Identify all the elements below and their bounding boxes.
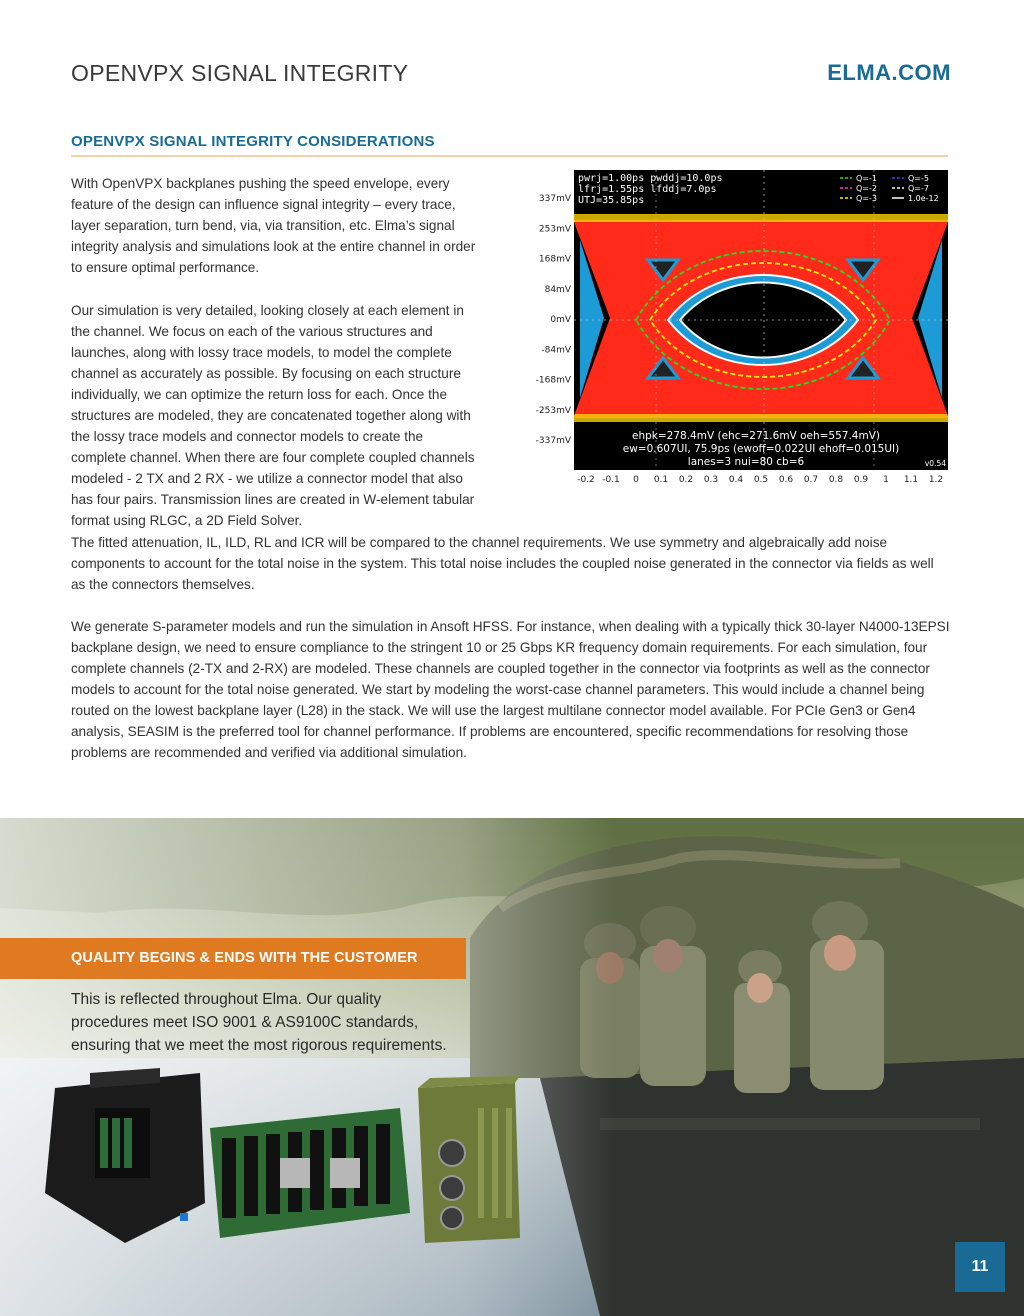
- x-tick-label: 0.7: [803, 475, 819, 485]
- x-tick-label: 1: [883, 475, 889, 485]
- y-tick-label: -337mV: [535, 436, 571, 446]
- y-tick-label: 0mV: [550, 315, 571, 325]
- svg-text:Q=-5: Q=-5: [908, 174, 929, 183]
- x-tick-label: 0: [633, 475, 639, 485]
- x-tick-label: 0.3: [703, 475, 719, 485]
- quality-text: This is reflected throughout Elma. Our quality procedures meet ISO 9001 & AS9100C standards, ensuring that we meet the most rigorous requirements.: [71, 991, 447, 1054]
- section-divider: [71, 155, 948, 157]
- paragraph-simulation: Our simulation is very detailed, looking closely at each element in the channel. We focus on each of the various structures and launches, along with lossy trace models, to model the complete channel as accurately as possible. By focusing on each structure individually, we can optimize the return loss for each. Once the structures are modeled, they are concatenated together along with the lossy trace models and connector models to create the complete channel. When there are four complete coupled channels modeled - 2 TX and 2 RX - we utilize a connector model that also has four pairs. Transmission lines are created in W-element tabular format using RLGC, a 2D Field Solver.: [71, 303, 475, 528]
- y-tick-label: 168mV: [538, 254, 571, 265]
- x-tick-label: 0.8: [828, 475, 844, 485]
- y-tick-label: -84mV: [541, 345, 571, 356]
- paragraph-sparameters: We generate S-parameter models and run the simulation in Ansoft HFSS. For instance, when dealing with a typically thick 30-layer N4000-13EPSI backplane design, we need to ensure compliance to the stringent 10 or 25 Gbps KR frequency domain requirements. For each simulation, four complete channels (2-TX and 2-RX) are modeled. These channels are coupled together in the connector via footprints as well as the connector models to account for the total noise generated. We start by modeling the worst-case channel parameters. This would include a channel being routed on the lowest backplane layer (L28) in the stack. We will use the largest multilane connector model available. For PCIe Gen3 or Gen4 analysis, SEASIM is the preferred tool for channel performance. If problems are encountered, specific recommendations for resolving those problems are recommended and verified via additional simulation.: [71, 619, 950, 760]
- info-top-3: UTJ=35.85ps: [578, 195, 645, 206]
- page-number: 11: [955, 1242, 1005, 1292]
- x-tick-label: -0.1: [602, 475, 620, 485]
- info-top-1: pwrj=1.00ps pwddj=10.0ps: [578, 173, 723, 184]
- x-tick-label: 1.2: [928, 475, 944, 485]
- info-bottom-2: ew=0.607UI, 75.9ps (ewoff=0.022UI ehoff=0.015UI): [622, 443, 900, 455]
- version-label: v0.54: [924, 459, 946, 468]
- x-tick-label: 0.9: [853, 475, 869, 485]
- soldiers-boat-photo: [0, 818, 1024, 1316]
- section-heading: OPENVPX SIGNAL INTEGRITY CONSIDERATIONS: [71, 133, 435, 150]
- x-tick-label: 1.1: [903, 475, 919, 485]
- y-tick-label: -253mV: [535, 405, 571, 416]
- rugged-box-product: [418, 1076, 520, 1243]
- x-tick-label: 0.1: [653, 475, 669, 485]
- x-tick-label: 0.4: [728, 475, 744, 485]
- eye-diagram-figure: [518, 168, 958, 490]
- paragraph-noise: The fitted attenuation, IL, ILD, RL and ICR will be compared to the channel requirements. We use symmetry and algebraically add noise components to account for the total noise in the system. This total noise includes the coupled noise generated in the connector via fields as well as the connectors themselves.: [71, 535, 934, 592]
- x-tick-label: 0.5: [753, 475, 769, 485]
- y-tick-label: -168mV: [535, 375, 571, 386]
- page-header-title: OPENVPX SIGNAL INTEGRITY: [71, 60, 409, 86]
- eye-diagram-svg: [518, 168, 958, 490]
- info-top-2: lfrj=1.55ps lfddj=7.0ps: [578, 184, 717, 195]
- y-tick-label: 253mV: [538, 224, 571, 235]
- svg-text:Q=-7: Q=-7: [908, 184, 929, 193]
- y-tick-label: 337mV: [538, 194, 571, 204]
- x-tick-label: -0.2: [577, 475, 595, 485]
- x-tick-label: 0.6: [778, 475, 794, 485]
- quality-title: QUALITY BEGINS & ENDS WITH THE CUSTOMER: [71, 950, 418, 966]
- y-tick-label: 84mV: [544, 284, 571, 295]
- site-link[interactable]: ELMA.COM: [827, 60, 951, 85]
- paragraph-intro: With OpenVPX backplanes pushing the speed envelope, every feature of the design can influence signal integrity – every trace, layer separation, turn bend, via, via transition, etc. Elma’s signal integrity analysis and simulations look at the entire channel in order to ensure optimal performance.: [71, 176, 476, 275]
- x-tick-label: 0.2: [678, 475, 694, 485]
- info-bottom-1: ehpk=278.4mV (ehc=271.6mV oeh=557.4mV): [632, 430, 880, 442]
- svg-text:Q=-2: Q=-2: [856, 184, 877, 193]
- info-bottom-3: lanes=3 nui=80 cb=6: [687, 456, 805, 468]
- y-axis: [536, 194, 572, 446]
- svg-text:Q=-3: Q=-3: [856, 194, 877, 203]
- svg-text:1.0e-12: 1.0e-12: [908, 194, 939, 203]
- x-axis: [577, 475, 943, 485]
- svg-text:Q=-1: Q=-1: [856, 174, 877, 183]
